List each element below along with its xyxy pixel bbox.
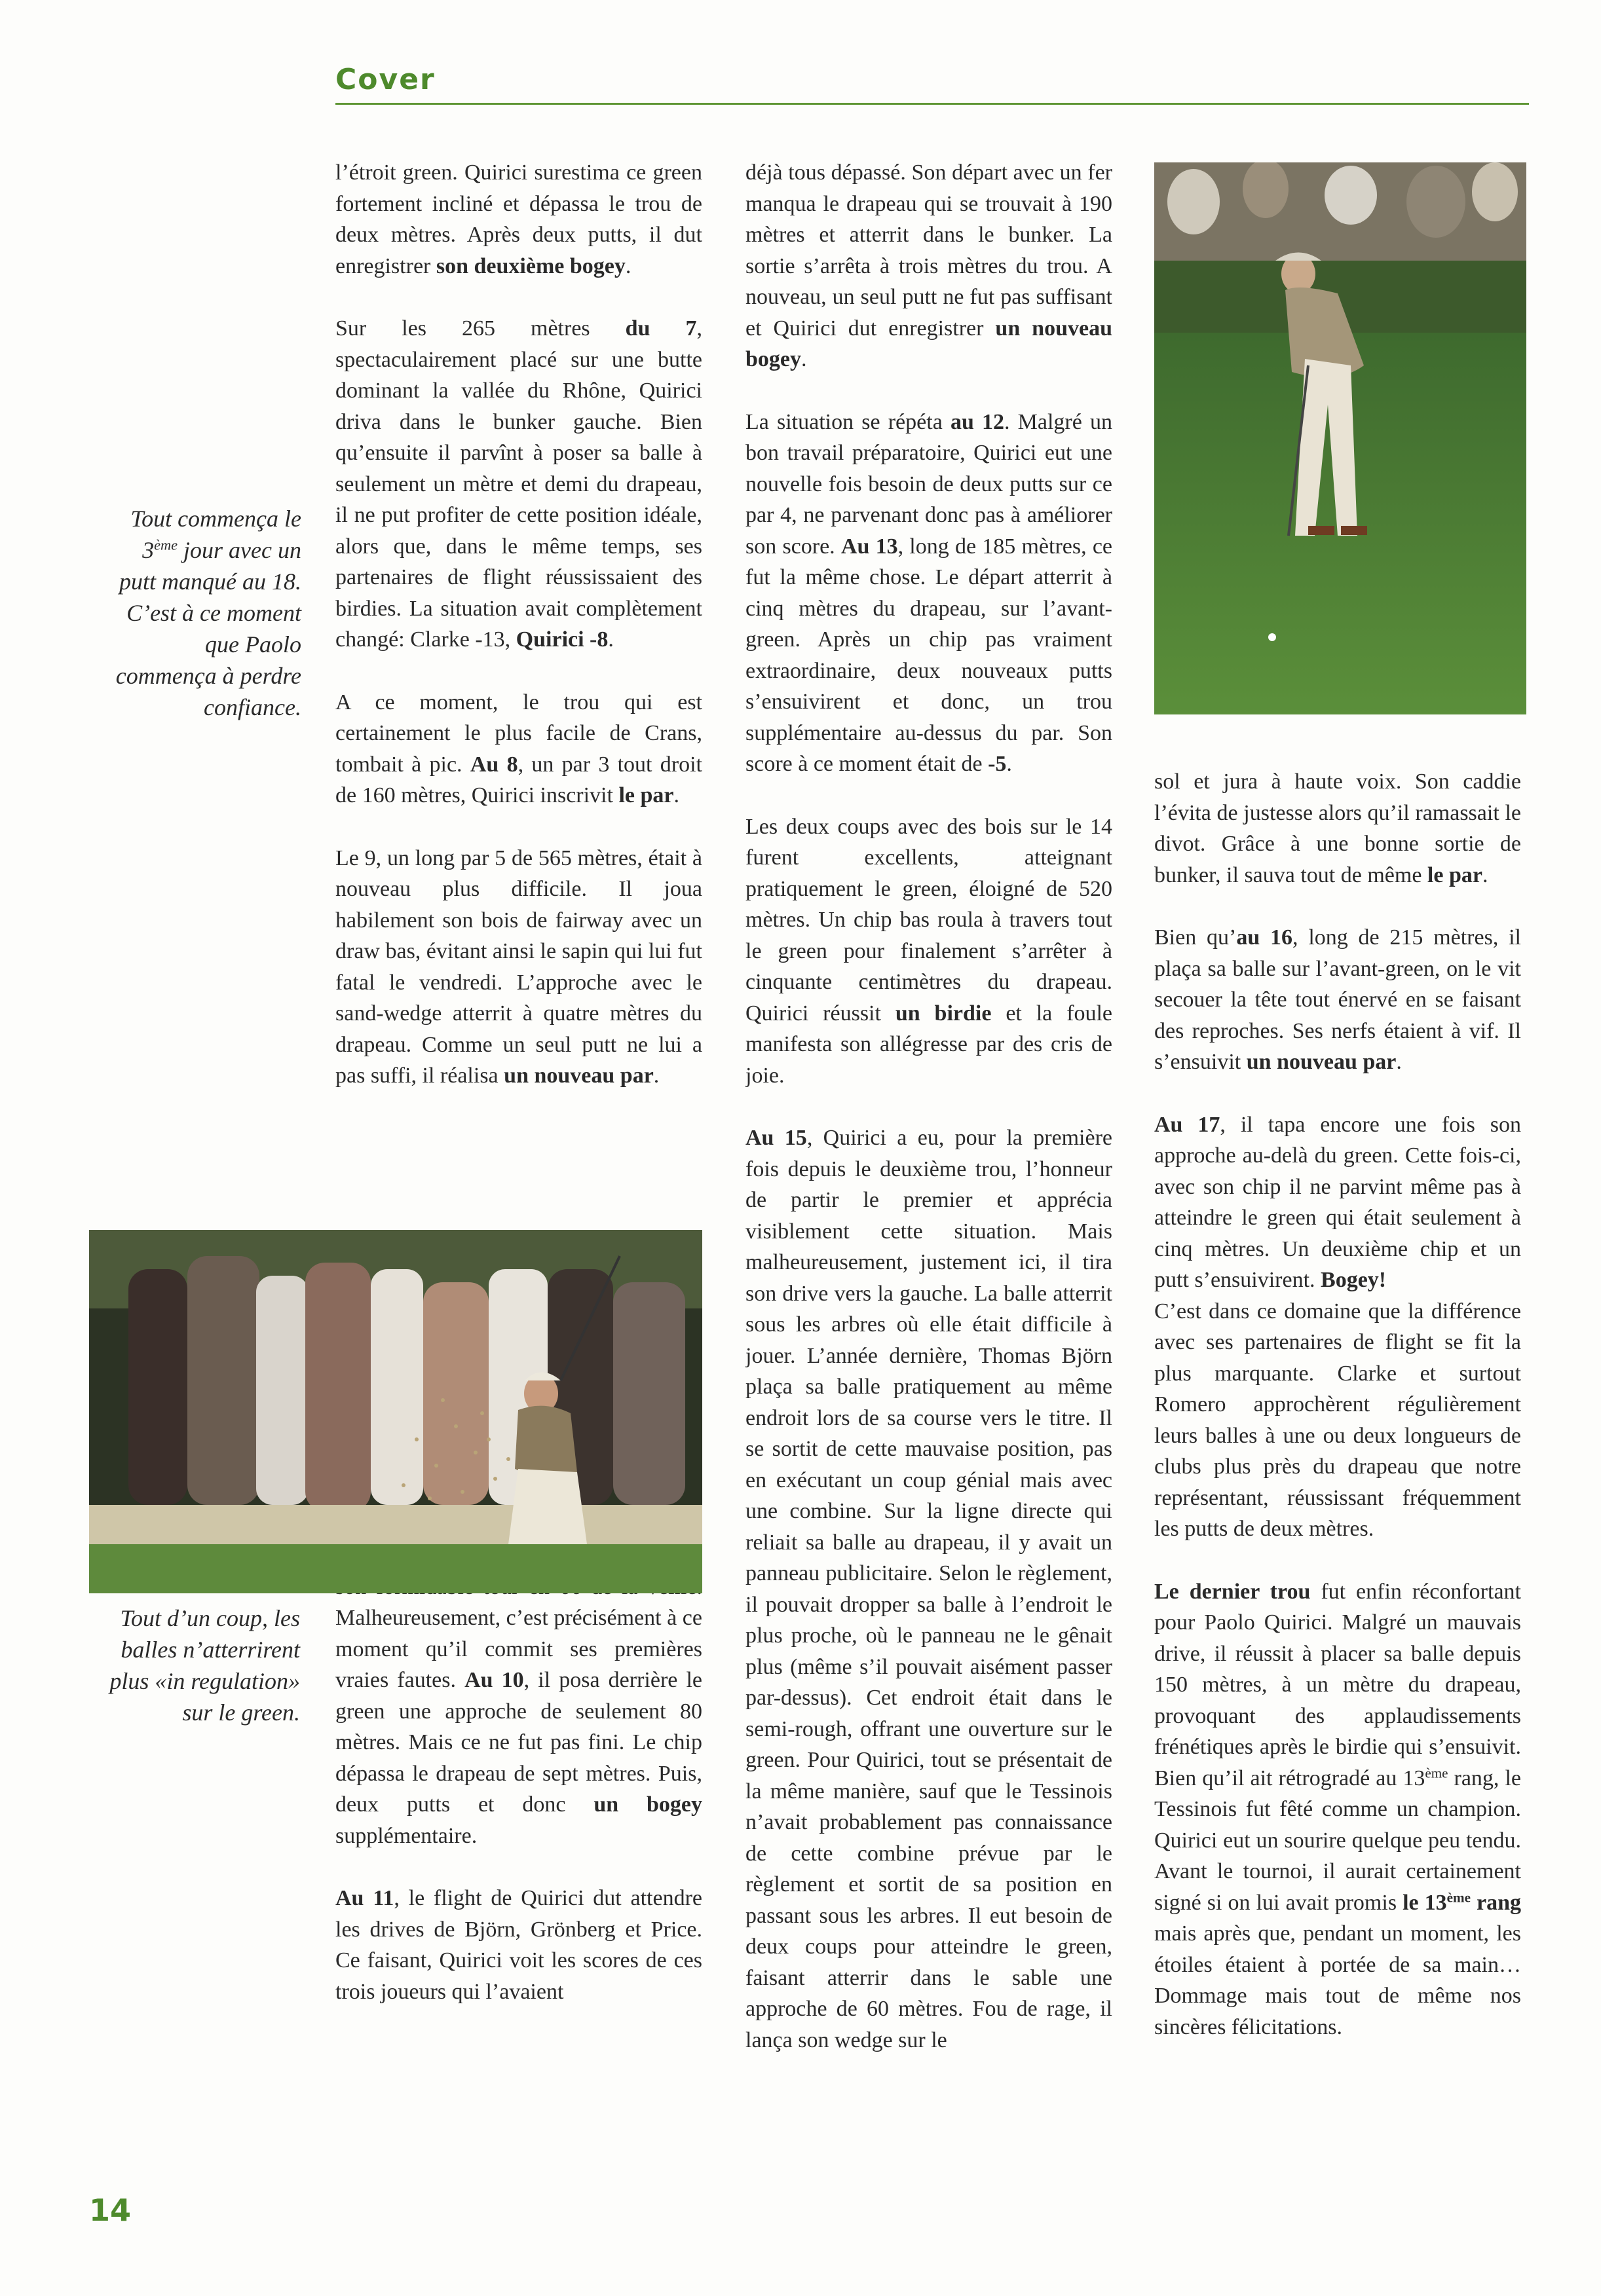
page-number: 14	[89, 2193, 132, 2228]
paragraph: Le 9, un long par 5 de 565 mètres, était à nouveau plus difficile. Il joua habilement son bois de fairway avec un draw bas, évitant ainsi le sapin qui lui fut fatal le vendredi. L’approche avec le sand-wedge atterrit à quatre mètres du drapeau. Comme un seul putt ne lui a pas suffi, il réalisa un nouveau par.	[335, 845, 702, 1088]
bunker-shot-photo	[89, 1230, 702, 1593]
paragraph: Les deux coups avec des bois sur le 14 furent excellents, atteignant pratiquement le green, éloigné de 520 mètres. Un chip bas roula à travers tout le green pour finalement s’arrêter à cinquante centimètres du drapeau. Quirici réussit un birdie et la foule manifesta son allégresse par des cris de joie.	[745, 814, 1112, 1088]
paragraph: Au 11, le flight de Quirici dut attendre les drives de Björn, Grönberg et Price. Ce faisant, Quirici voit les scores de ces trois joueurs qui l’avaient	[335, 1886, 702, 2004]
photo-caption: Tout d’un coup, les balles n’atterrirent plus «in regulation» sur le green.	[109, 1605, 300, 1726]
article-column-1	[335, 157, 702, 2135]
article-column-3	[1154, 766, 1521, 2135]
paragraph: Au 15, Quirici a eu, pour la première fois depuis le deuxième trou, l’honneur de partir le premier et apprécia visiblement cette situation. Mais malheureusement, justement ici, il tira son drive vers la gauche. La balle atterrit sous les arbres où elle était difficile à jouer. L’année dernière, Thomas Björn plaça sa balle pratiquement au même endroit lors de sa course vers le titre. Il se sortit de cette mauvaise position, pas en exécutant un coup génial mais avec une combine. Sur la ligne directe qui reliait sa balle au drapeau, il y avait un panneau publicitaire. Selon le règlement, il pouvait dropper sa balle à l’endroit le plus proche, où le panneau ne le gênait plus (même s’il pouvait aisément passer par-dessus). Cet endroit était dans le semi-rough, offrant une ouverture sur le green. Pour Quirici, tout se présentait de la même manière, sauf que le Tessinois n’avait probablement pas connaissance de cette combine prévue par le règlement et sortit de sa position en passant sous les arbres. Il eut besoin de deux coups pour atteindre le green, faisant atterrir dans le sable une approche de 60 mètres. Fou de rage, il lança son wedge sur le	[745, 1126, 1112, 2052]
paragraph: Au 17, il tapa encore une fois son approche au-delà du green. Cette fois-ci, avec son chip il ne parvint même pas à atteindre le green qui était seulement à cinq mètres. Un deuxième chip et un putt s’ensuivirent. Bogey!	[1154, 1112, 1521, 1292]
paragraph: l’étroit green. Quirici surestima ce green fortement incliné et dépassa le trou de deux mètres. Après deux putts, il dut enregistrer son deuxième bogey.	[335, 160, 702, 278]
paragraph: Sur les 265 mètres du 7, spectaculairement placé sur une butte dominant la vallée du Rhône, Quirici driva dans le bunker gauche. Bien qu’ensuite il parvînt à poser sa balle à seulement un mètre et demi du drapeau, il ne put profiter de cette position idéale, alors que, dans le même temps, ses partenaires de flight réussissaient des birdies. La situation avait complètement changé: Clarke -13, Quirici -8.	[335, 316, 702, 652]
section-title: Cover	[335, 63, 436, 96]
putting-photo	[1154, 162, 1526, 714]
header-rule	[335, 103, 1529, 105]
paragraph: Bien qu’au 16, long de 215 mètres, il plaça sa balle sur l’avant-green, on le vit secouer la tête tout énervé en se faisant des reproches. Ses nerfs étaient à vif. Il s’ensuivit un nouveau par.	[1154, 925, 1521, 1074]
article-column-2	[745, 157, 1112, 2135]
paragraph: C’est dans ce domaine que la différence avec ses partenaires de flight se fit la plus marquante. Clarke et surtout Romero approchèrent régulièrement leurs balles à une ou deux longueurs de clubs plus près du drapeau que notre représentant, réussissant fréquemment les putts de deux mètres.	[1154, 1299, 1521, 1541]
pull-quote: Tout commença le 3ème jour avec un putt manqué au 18. C’est à ce moment que Paolo commença à perdre confiance.	[115, 506, 301, 720]
paragraph: sol et jura à haute voix. Son caddie l’évita de justesse alors qu’il ramassait le divot. Grâce à une bonne sortie de bunker, il sauva tout de même le par.	[1154, 769, 1521, 887]
paragraph: A ce moment, le trou qui est certainement le plus facile de Crans, tombait à pic. Au 8, un par 3 tout droit de 160 mètres, Quirici inscrivit le par.	[335, 690, 702, 807]
paragraph: Malheureusement, c’est précisément à ce moment qu’il commit ses premières vraies fautes. Au 10, il posa derrière le green une approche de seulement 80 mètres. Mais ce ne fut pas fini. Le chip dépassa le drapeau de sept mètres. Puis, deux putts et donc un bogey supplémentaire.	[335, 1606, 702, 1848]
paragraph: Le dernier trou fut enfin réconfortant pour Paolo Quirici. Malgré un mauvais drive, il réussit à placer sa balle depuis 150 mètres, à un mètre du drapeau, provoquant des applaudissements frénétiques après le birdie qui s’ensuivit. Bien qu’il ait rétrogradé au 13ème rang, le Tessinois fut fêté comme un champion. Quirici eut un sourire quelque peu tendu. Avant le tournoi, il aurait certainement signé si on lui avait promis le 13ème rang mais après que, pendant un moment, les étoiles étaient à portée de sa main… Dommage mais tout de même nos sincères félicitations.	[1154, 1579, 1521, 2039]
paragraph: La situation se répéta au 12. Malgré un bon travail préparatoire, Quirici eut une nouvelle fois besoin de deux putts sur ce par 4, ne parvenant donc pas à améliorer son score. Au 13, long de 185 mètres, ce fut la même chose. Le départ atterrit à cinq mètres du drapeau, sur l’avant-green. Après un chip pas vraiment extraordinaire, deux nouveaux putts s’ensuivirent et donc, un trou supplémentaire au-dessus du par. Son score à ce moment était de -5.	[745, 409, 1112, 776]
paragraph: déjà tous dépassé. Son départ avec un fer manqua le drapeau qui se trouvait à 190 mètres et atterrit dans le bunker. La sortie s’arrêta à trois mètres du trou. A nouveau, un seul putt ne fut pas suffisant et Quirici dut enregistrer un nouveau bogey.	[745, 160, 1112, 371]
